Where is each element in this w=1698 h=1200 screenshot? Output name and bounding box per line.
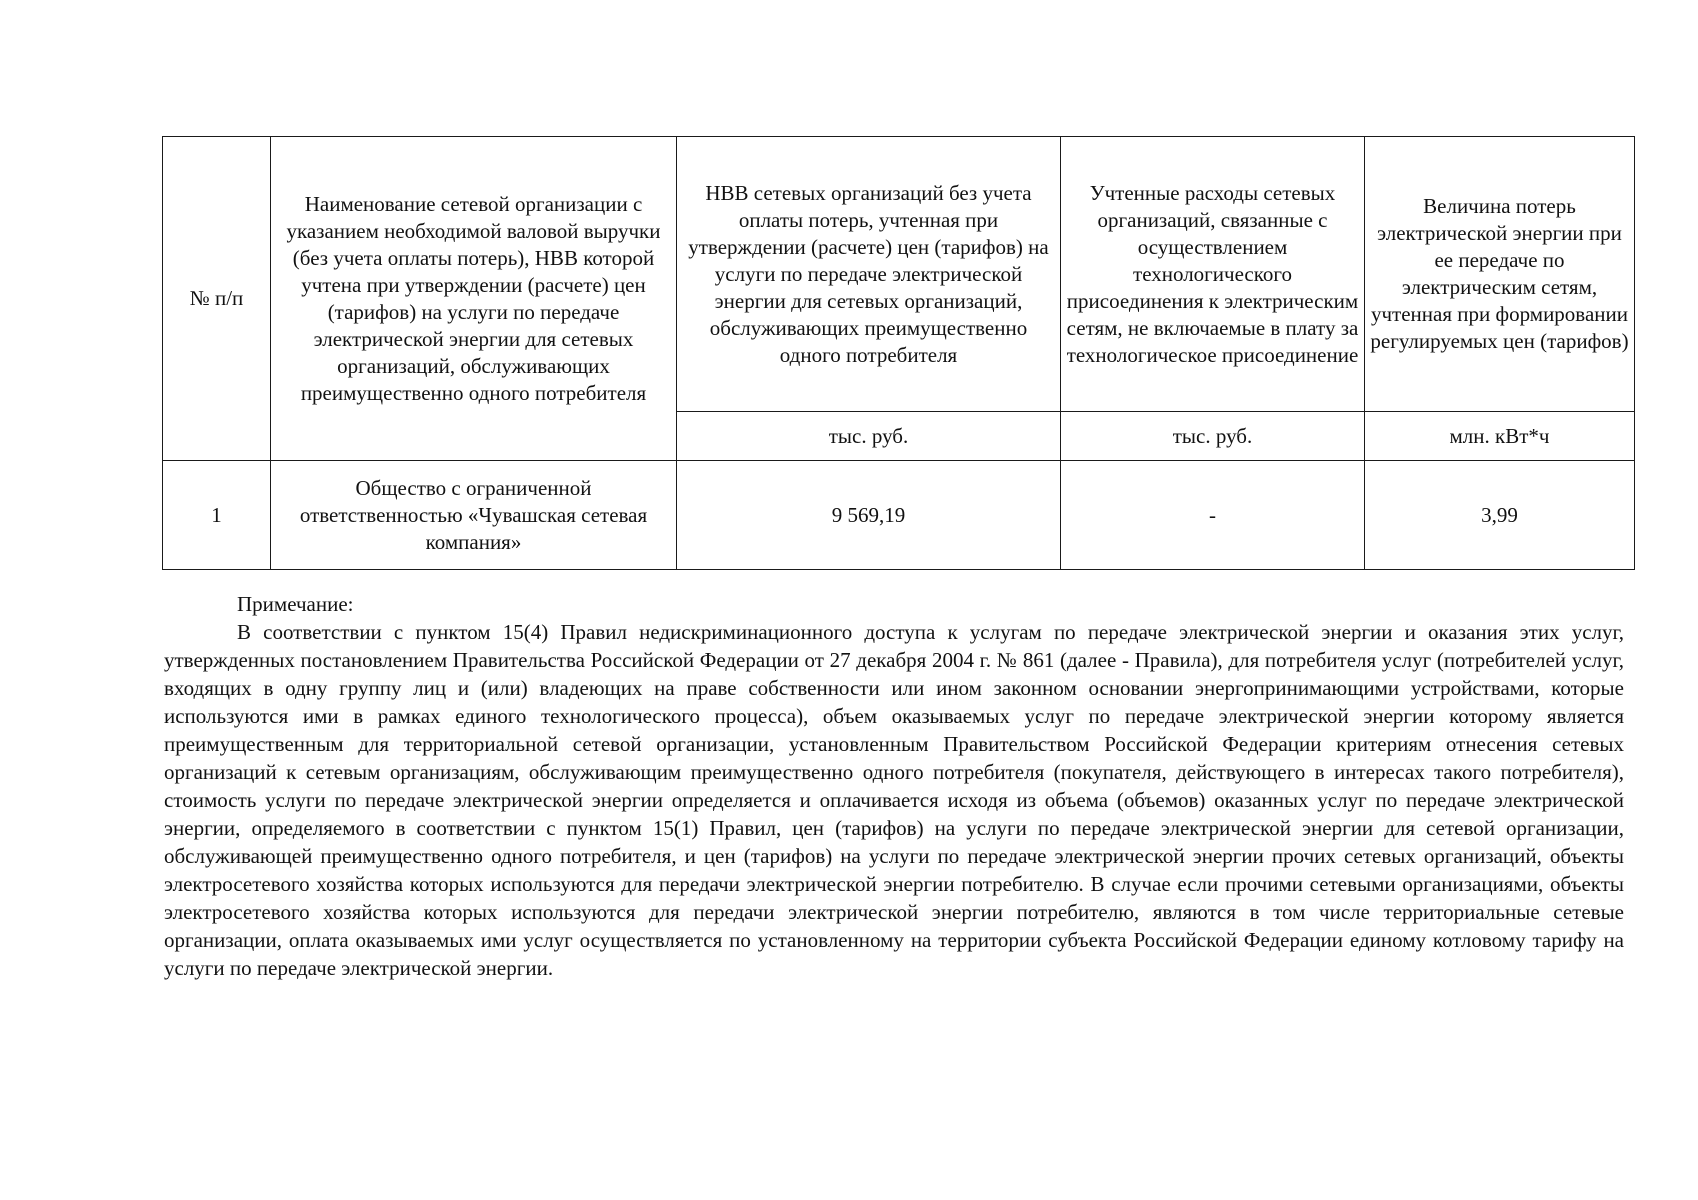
cell-num: 1: [163, 461, 271, 570]
cell-organization-name: Общество с ограниченной ответственностью «Чувашская сетевая компания»: [271, 461, 677, 570]
header-nvv: НВВ сетевых организаций без учета оплаты потерь, учтенная при утверждении (расчете) цен (тарифов) на услуги по передаче электрической энергии для сетевых организаций, обслуживающих преимущественно одного потребителя: [677, 137, 1061, 412]
table-row: [163, 461, 1635, 570]
header-losses: Величина потерь электрической энергии при ее передаче по электрическим сетям, учтенная при формировании регулируемых цен (тарифов): [1365, 137, 1635, 412]
unit-nvv: тыс. руб.: [677, 412, 1061, 461]
cell-expenses: -: [1061, 461, 1365, 570]
note-title: Примечание:: [237, 592, 354, 616]
note-section: [164, 590, 1624, 982]
tariff-table: [162, 136, 1635, 570]
cell-nvv: 9 569,19: [677, 461, 1061, 570]
unit-expenses: тыс. руб.: [1061, 412, 1365, 461]
header-num: № п/п: [163, 137, 271, 461]
table-header-row: [163, 137, 1635, 412]
note-text: В соответствии с пунктом 15(4) Правил недискриминационного доступа к услугам по передаче электрической энергии и оказания этих услуг, утвержденных постановлением Правительства Российской Федерации от 27 декабря 2004 г. № 861 (далее - Правила), для потребителя услуг (потребителей услуг, входящих в одну группу лиц и (или) владеющих на праве собственности или ином законном основании энергопринимающими устройствами, которые используются ими в рамках единого технологического процесса), объем оказываемых услуг по передаче электрической энергии которому является преимущественным для территориальной сетевой организации, установленным Правительством Российской Федерации критериям отнесения сетевых организаций к сетевым организациям, обслуживающим преимущественно одного потребителя (покупателя, действующего в интересах такого потребителя), стоимость услуги по передаче электрической энергии определяется и оплачивается исходя из объема (объемов) оказанных услуг по передаче электрической энергии, определяемого в соответствии с пунктом 15(1) Правил, цен (тарифов) на услуги по передаче электрической энергии для сетевой организации, обслуживающей преимущественно одного потребителя, и цен (тарифов) на услуги по передаче электрической энергии прочих сетевых организаций, объекты электросетевого хозяйства которых используются для передачи электрической энергии потребителю. В случае если прочими сетевыми организациями, объекты электросетевого хозяйства которых используются для передачи электрической энергии потребителю, являются в том числе территориальные сетевые организации, оплата оказываемых ими услуг осуществляется по установленному на территории субъекта Российской Федерации единому котловому тарифу на услуги по передаче электрической энергии.: [164, 620, 1624, 980]
cell-losses: 3,99: [1365, 461, 1635, 570]
header-organization-name: Наименование сетевой организации с указанием необходимой валовой выручки (без учета оплаты потерь), НВВ которой учтена при утверждении (расчете) цен (тарифов) на услуги по передаче электрической энергии для сетевых организаций, обслуживающих преимущественно одного потребителя: [271, 137, 677, 461]
unit-losses: млн. кВт*ч: [1365, 412, 1635, 461]
header-expenses: Учтенные расходы сетевых организаций, связанные с осуществлением технологического присоединения к электрическим сетям, не включаемые в плату за технологическое присоединение: [1061, 137, 1365, 412]
